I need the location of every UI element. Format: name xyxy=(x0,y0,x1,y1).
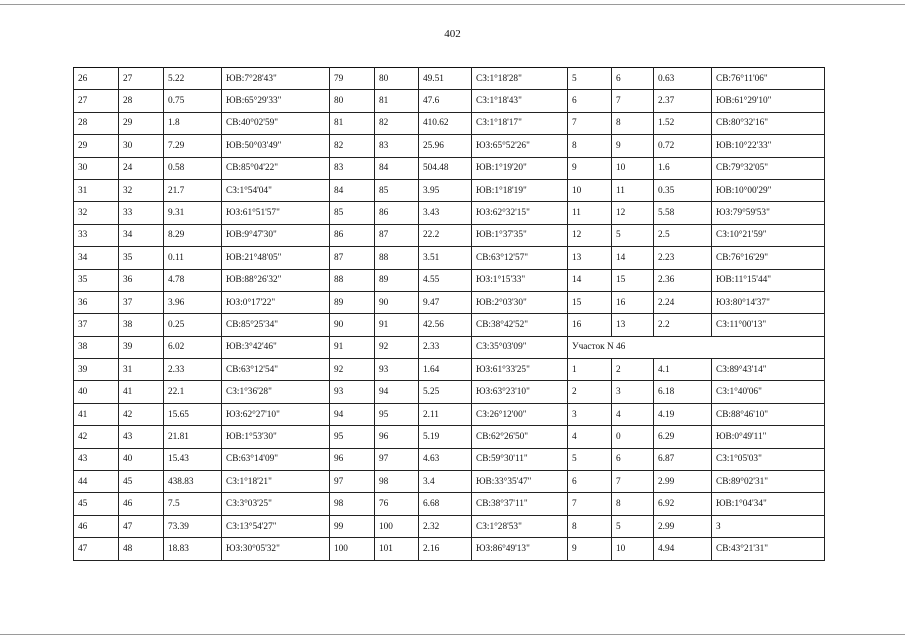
table-cell: 82 xyxy=(375,112,419,134)
table-cell: 12 xyxy=(612,202,654,224)
table-cell: 7.29 xyxy=(164,135,222,157)
table-cell: 44 xyxy=(74,471,119,493)
page-number: 402 xyxy=(444,28,461,40)
table-cell: 32 xyxy=(74,202,119,224)
table-cell: ЮЗ:1°15'33" xyxy=(472,269,568,291)
table-cell: 4.63 xyxy=(419,448,472,470)
table-cell: 25.96 xyxy=(419,135,472,157)
table-cell: 3 xyxy=(612,381,654,403)
table-cell: СЗ:1°36'28" xyxy=(222,381,330,403)
table-cell: СВ:88°46'10" xyxy=(712,403,825,425)
table-cell: 1.52 xyxy=(654,112,712,134)
table-cell: 2.32 xyxy=(419,515,472,537)
table-cell: ЮВ:50°03'49" xyxy=(222,135,330,157)
table-cell: 97 xyxy=(375,448,419,470)
table-cell: 97 xyxy=(330,471,375,493)
table-cell: ЮВ:1°19'20" xyxy=(472,157,568,179)
table-cell: 33 xyxy=(74,224,119,246)
table-cell: 42.56 xyxy=(419,314,472,336)
table-cell: 34 xyxy=(74,247,119,269)
table-cell: 87 xyxy=(375,224,419,246)
table-row xyxy=(74,515,825,537)
table-cell: 2 xyxy=(568,381,612,403)
table-cell: 92 xyxy=(330,359,375,381)
scan-edge-top xyxy=(0,4,905,5)
table-cell: 7 xyxy=(568,112,612,134)
table-cell: 7 xyxy=(612,90,654,112)
table-cell: ЮЗ:63°23'10" xyxy=(472,381,568,403)
table-cell: 89 xyxy=(375,269,419,291)
table-cell: 95 xyxy=(330,426,375,448)
table-row xyxy=(74,179,825,201)
table-cell: СЗ:13°54'27" xyxy=(222,515,330,537)
table-cell: СВ:85°25'34" xyxy=(222,314,330,336)
table-cell: 16 xyxy=(568,314,612,336)
table-cell: СЗ:89°43'14" xyxy=(712,359,825,381)
table-cell: 45 xyxy=(74,493,119,515)
table-cell: 86 xyxy=(330,224,375,246)
table-cell: 31 xyxy=(74,179,119,201)
table-cell: 101 xyxy=(375,538,419,560)
table-cell: 13 xyxy=(612,314,654,336)
table-cell: СЗ:1°18'17" xyxy=(472,112,568,134)
table-cell: З xyxy=(712,515,825,537)
table-cell: СЗ:1°54'04" xyxy=(222,179,330,201)
table-cell: 37 xyxy=(74,314,119,336)
table-cell: СВ:63°12'54" xyxy=(222,359,330,381)
table-cell: ЮВ:1°53'30" xyxy=(222,426,330,448)
table-cell: 18.83 xyxy=(164,538,222,560)
table-cell: СВ:76°16'29" xyxy=(712,247,825,269)
table-cell: 94 xyxy=(330,403,375,425)
table-cell: 46 xyxy=(74,515,119,537)
table-cell: ЮВ:1°18'19" xyxy=(472,179,568,201)
table-row xyxy=(74,538,825,560)
table-cell: 5 xyxy=(612,515,654,537)
table-cell: 32 xyxy=(119,179,164,201)
table-cell: 2.5 xyxy=(654,224,712,246)
table-cell: 21.7 xyxy=(164,179,222,201)
table-cell: 0.72 xyxy=(654,135,712,157)
table-cell: 0.35 xyxy=(654,179,712,201)
table-cell: 1.8 xyxy=(164,112,222,134)
table-cell: 43 xyxy=(119,426,164,448)
table-cell: ЮЗ:65°52'26" xyxy=(472,135,568,157)
table-cell: ЮЗ:0°17'22" xyxy=(222,291,330,313)
table-cell: ЮВ:10°00'29" xyxy=(712,179,825,201)
table-row xyxy=(74,68,825,90)
table-cell: 2.33 xyxy=(419,336,472,358)
table-cell: СЗ:11°00'13" xyxy=(712,314,825,336)
table-cell: 98 xyxy=(375,471,419,493)
table-cell: 7 xyxy=(612,471,654,493)
table-cell: 10 xyxy=(612,157,654,179)
table-cell: 2.2 xyxy=(654,314,712,336)
table-cell: СВ:89°02'31" xyxy=(712,471,825,493)
table-cell: 8 xyxy=(612,112,654,134)
table-cell: 41 xyxy=(74,403,119,425)
table-cell: 5.19 xyxy=(419,426,472,448)
table-cell: 0 xyxy=(612,426,654,448)
table-cell: СЗ:1°28'53" xyxy=(472,515,568,537)
table-cell: 11 xyxy=(568,202,612,224)
table-cell: СЗ:1°40'06" xyxy=(712,381,825,403)
table-cell: СВ:76°11'06" xyxy=(712,68,825,90)
table-cell: 39 xyxy=(74,359,119,381)
table-cell: 6.87 xyxy=(654,448,712,470)
table-cell: ЮЗ:30°05'32" xyxy=(222,538,330,560)
table-cell: 6.92 xyxy=(654,493,712,515)
table-cell: 9 xyxy=(612,135,654,157)
table-row xyxy=(74,157,825,179)
table-cell: 100 xyxy=(330,538,375,560)
table-cell: 92 xyxy=(375,336,419,358)
table-cell: 86 xyxy=(375,202,419,224)
table-cell: 46 xyxy=(119,493,164,515)
table-cell: 2.23 xyxy=(654,247,712,269)
table-row xyxy=(74,291,825,313)
table-cell: СВ:63°12'57" xyxy=(472,247,568,269)
table-cell: 29 xyxy=(74,135,119,157)
table-cell: 4.78 xyxy=(164,269,222,291)
table-cell: 85 xyxy=(330,202,375,224)
table-cell: 84 xyxy=(375,157,419,179)
table-cell: 15 xyxy=(612,269,654,291)
table-row xyxy=(74,269,825,291)
table-cell: 5 xyxy=(612,224,654,246)
table-row xyxy=(74,448,825,470)
table-cell: 14 xyxy=(612,247,654,269)
table-cell: 93 xyxy=(330,381,375,403)
table-cell: 29 xyxy=(119,112,164,134)
table-cell: 6 xyxy=(568,471,612,493)
table-cell: 100 xyxy=(375,515,419,537)
table-cell: 91 xyxy=(375,314,419,336)
table-row xyxy=(74,112,825,134)
table-cell: 14 xyxy=(568,269,612,291)
table-cell: ЮВ:88°26'32" xyxy=(222,269,330,291)
table-cell: СВ:85°04'22" xyxy=(222,157,330,179)
table-cell: 47 xyxy=(119,515,164,537)
table-cell: 94 xyxy=(375,381,419,403)
table-cell: 9.47 xyxy=(419,291,472,313)
table-cell: 5.58 xyxy=(654,202,712,224)
table-row xyxy=(74,202,825,224)
table-cell: 2.11 xyxy=(419,403,472,425)
table-cell: 2.24 xyxy=(654,291,712,313)
table-cell: 45 xyxy=(119,471,164,493)
table-cell: 40 xyxy=(74,381,119,403)
table-cell: 15 xyxy=(568,291,612,313)
table-cell: СВ:40°02'59" xyxy=(222,112,330,134)
table-row xyxy=(74,381,825,403)
table-cell: ЮВ:10°22'33" xyxy=(712,135,825,157)
table-row xyxy=(74,426,825,448)
table-cell: 2 xyxy=(612,359,654,381)
table-cell: 4.55 xyxy=(419,269,472,291)
table-cell: 80 xyxy=(375,68,419,90)
table-cell: 79 xyxy=(330,68,375,90)
table-cell: СЗ:1°05'03" xyxy=(712,448,825,470)
table-cell: 4.94 xyxy=(654,538,712,560)
table-row xyxy=(74,403,825,425)
table-cell: 13 xyxy=(568,247,612,269)
table-cell: 3.51 xyxy=(419,247,472,269)
table-cell: 36 xyxy=(74,291,119,313)
table-cell: 31 xyxy=(119,359,164,381)
table-cell: 3.96 xyxy=(164,291,222,313)
table-cell: 12 xyxy=(568,224,612,246)
table-cell: ЮВ:9°47'30" xyxy=(222,224,330,246)
table-cell: 3.95 xyxy=(419,179,472,201)
table-cell: 6.18 xyxy=(654,381,712,403)
table-cell: 34 xyxy=(119,224,164,246)
table-cell: 15.65 xyxy=(164,403,222,425)
table-cell: СВ:79°32'05" xyxy=(712,157,825,179)
table-row xyxy=(74,90,825,112)
table-cell: СЗ:1°18'21" xyxy=(222,471,330,493)
table-cell: 6.29 xyxy=(654,426,712,448)
table-cell: СВ:43°21'31" xyxy=(712,538,825,560)
table-cell: СВ:38°42'52" xyxy=(472,314,568,336)
table-cell: 96 xyxy=(330,448,375,470)
table-cell: 37 xyxy=(119,291,164,313)
table-cell: 82 xyxy=(330,135,375,157)
table-cell: 2.99 xyxy=(654,471,712,493)
table-cell: 47.6 xyxy=(419,90,472,112)
table-cell: 22.1 xyxy=(164,381,222,403)
table-cell: 81 xyxy=(375,90,419,112)
table-cell: 21.81 xyxy=(164,426,222,448)
table-cell: 5 xyxy=(568,68,612,90)
table-cell: ЮВ:2°03'30" xyxy=(472,291,568,313)
table-row xyxy=(74,224,825,246)
table-cell: ЮЗ:79°59'53" xyxy=(712,202,825,224)
table-cell: 42 xyxy=(74,426,119,448)
table-cell: 410.62 xyxy=(419,112,472,134)
table-cell: 0.63 xyxy=(654,68,712,90)
table-cell: 0.25 xyxy=(164,314,222,336)
table-cell: 90 xyxy=(375,291,419,313)
table-cell: 36 xyxy=(119,269,164,291)
table-cell: ЮВ:3°42'46" xyxy=(222,336,330,358)
table-cell: 96 xyxy=(375,426,419,448)
table-cell: 1 xyxy=(568,359,612,381)
table-cell: 81 xyxy=(330,112,375,134)
table-cell: 30 xyxy=(119,135,164,157)
table-cell: СЗ:3°03'25" xyxy=(222,493,330,515)
table-cell: 0.11 xyxy=(164,247,222,269)
scan-edge-bottom xyxy=(0,634,905,635)
table-cell: СВ:80°32'16" xyxy=(712,112,825,134)
table-cell: 0.58 xyxy=(164,157,222,179)
table-cell: 27 xyxy=(119,68,164,90)
table-cell: 4.19 xyxy=(654,403,712,425)
table-cell: 76 xyxy=(375,493,419,515)
table-cell: 2.37 xyxy=(654,90,712,112)
table-cell: СВ:62°26'50" xyxy=(472,426,568,448)
table-cell: СВ:59°30'11" xyxy=(472,448,568,470)
table-cell: 9 xyxy=(568,538,612,560)
table-cell: 88 xyxy=(375,247,419,269)
table-cell: 15.43 xyxy=(164,448,222,470)
table-row xyxy=(74,359,825,381)
table-cell: 99 xyxy=(330,515,375,537)
table-cell: СЗ:35°03'09" xyxy=(472,336,568,358)
table-cell: 9 xyxy=(568,157,612,179)
table-cell: 6 xyxy=(612,68,654,90)
table-cell: 8 xyxy=(612,493,654,515)
table-cell: 2.33 xyxy=(164,359,222,381)
table-cell: ЮВ:1°37'35" xyxy=(472,224,568,246)
table-cell: 48 xyxy=(119,538,164,560)
table-cell: ЮЗ:61°33'25" xyxy=(472,359,568,381)
table-row xyxy=(74,314,825,336)
table-cell: ЮЗ:62°32'15" xyxy=(472,202,568,224)
table-cell: ЮВ:1°04'34" xyxy=(712,493,825,515)
table-cell: 24 xyxy=(119,157,164,179)
table-cell: 30 xyxy=(74,157,119,179)
table-cell: 28 xyxy=(119,90,164,112)
table-cell: 38 xyxy=(74,336,119,358)
table-cell: СЗ:26°12'00" xyxy=(472,403,568,425)
table-cell: 3.43 xyxy=(419,202,472,224)
table-cell: ЮЗ:80°14'37" xyxy=(712,291,825,313)
table-cell: 504.48 xyxy=(419,157,472,179)
table-row xyxy=(74,247,825,269)
table-cell: ЮВ:0°49'11" xyxy=(712,426,825,448)
table-cell: ЮВ:11°15'44" xyxy=(712,269,825,291)
table-cell: 98 xyxy=(330,493,375,515)
table-cell: 83 xyxy=(330,157,375,179)
table-cell: ЮВ:65°29'33" xyxy=(222,90,330,112)
table-cell: 39 xyxy=(119,336,164,358)
table-cell: 6.68 xyxy=(419,493,472,515)
table-row xyxy=(74,135,825,157)
table-cell: 7 xyxy=(568,493,612,515)
table-cell: 73.39 xyxy=(164,515,222,537)
table-cell: 87 xyxy=(330,247,375,269)
table-cell: 38 xyxy=(119,314,164,336)
table-cell: 49.51 xyxy=(419,68,472,90)
table-cell: 2.36 xyxy=(654,269,712,291)
table-cell: 90 xyxy=(330,314,375,336)
table-cell: 85 xyxy=(375,179,419,201)
table-cell: ЮЗ:86°49'13" xyxy=(472,538,568,560)
table-cell: 8.29 xyxy=(164,224,222,246)
table-cell: 3 xyxy=(568,403,612,425)
table-cell: 4.1 xyxy=(654,359,712,381)
table-cell: 6 xyxy=(612,448,654,470)
table-cell: 35 xyxy=(119,247,164,269)
table-cell: 6 xyxy=(568,90,612,112)
table-cell: 33 xyxy=(119,202,164,224)
table-row xyxy=(74,336,825,358)
table-cell: 5.22 xyxy=(164,68,222,90)
table-cell: 5 xyxy=(568,448,612,470)
table-cell: 42 xyxy=(119,403,164,425)
table-cell: 0.75 xyxy=(164,90,222,112)
table-cell: 26 xyxy=(74,68,119,90)
table-cell: 35 xyxy=(74,269,119,291)
table-cell: 5.25 xyxy=(419,381,472,403)
table-cell: 10 xyxy=(612,538,654,560)
table-cell: 43 xyxy=(74,448,119,470)
table-cell: 3.4 xyxy=(419,471,472,493)
table-cell: 22.2 xyxy=(419,224,472,246)
table-cell: 9.31 xyxy=(164,202,222,224)
table-cell: 8 xyxy=(568,515,612,537)
table-cell: 8 xyxy=(568,135,612,157)
table-cell: 84 xyxy=(330,179,375,201)
table-cell: 4 xyxy=(568,426,612,448)
table-cell: 88 xyxy=(330,269,375,291)
table-cell: СВ:63°14'09" xyxy=(222,448,330,470)
table-cell: 6.02 xyxy=(164,336,222,358)
table-cell: 16 xyxy=(612,291,654,313)
table-cell: СЗ:10°21'59" xyxy=(712,224,825,246)
table-cell: 1.64 xyxy=(419,359,472,381)
table-cell: 83 xyxy=(375,135,419,157)
table-cell: ЮВ:7°28'43" xyxy=(222,68,330,90)
table-cell: 2.99 xyxy=(654,515,712,537)
table-cell: 7.5 xyxy=(164,493,222,515)
table-cell: ЮЗ:61°51'57" xyxy=(222,202,330,224)
table-cell: 11 xyxy=(612,179,654,201)
table-cell: 89 xyxy=(330,291,375,313)
table-cell: ЮВ:21°48'05" xyxy=(222,247,330,269)
table-cell: 93 xyxy=(375,359,419,381)
table-cell: 28 xyxy=(74,112,119,134)
table-cell: 47 xyxy=(74,538,119,560)
table-cell: СЗ:1°18'28" xyxy=(472,68,568,90)
table-cell: 2.16 xyxy=(419,538,472,560)
table-cell: 40 xyxy=(119,448,164,470)
table-cell: СЗ:1°18'43" xyxy=(472,90,568,112)
coordinates-table xyxy=(73,67,825,561)
section-header-cell: Участок N 46 xyxy=(568,336,825,358)
table-cell: 4 xyxy=(612,403,654,425)
table-cell: 41 xyxy=(119,381,164,403)
table-cell: 1.6 xyxy=(654,157,712,179)
table-row xyxy=(74,493,825,515)
table-cell: ЮВ:61°29'10" xyxy=(712,90,825,112)
table-cell: 27 xyxy=(74,90,119,112)
table-row xyxy=(74,471,825,493)
table-cell: 91 xyxy=(330,336,375,358)
table-cell: 10 xyxy=(568,179,612,201)
table-cell: СВ:38°37'11" xyxy=(472,493,568,515)
table-cell: 80 xyxy=(330,90,375,112)
table-cell: 438.83 xyxy=(164,471,222,493)
table-cell: ЮВ:33°35'47" xyxy=(472,471,568,493)
table-cell: ЮЗ:62°27'10" xyxy=(222,403,330,425)
table-cell: 95 xyxy=(375,403,419,425)
